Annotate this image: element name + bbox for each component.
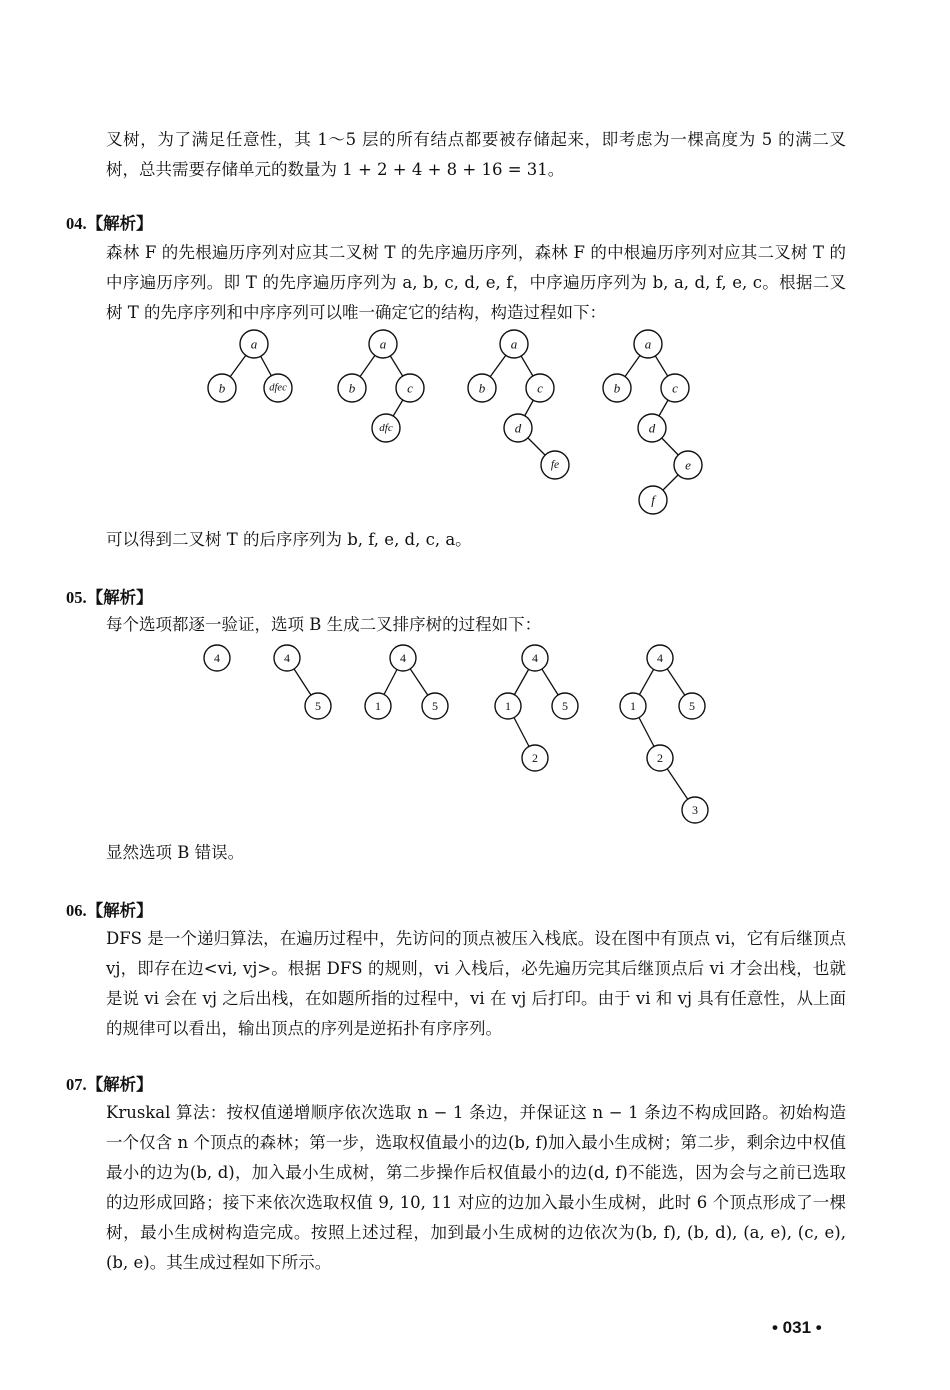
node-label: a [250,336,258,352]
node-label: 5 [562,699,568,713]
node-label: dfc [379,422,393,434]
node-label: 3 [692,803,698,817]
node-label: c [672,380,678,396]
q05-number: 05. [66,588,87,607]
node-label: dfec [269,382,287,394]
q06-number: 06. [66,901,87,920]
q04-paragraph: 森林 F 的先根遍历序列对应其二叉树 T 的先序遍历序列，森林 F 的中根遍历序列对应其二叉树 T 的中序遍历序列。即 T 的先序遍历序列为 a, b, c, d, e, f，中序遍历序列为 b, a, d, f, e, c。根据二叉树 T 的先序序列和中序序列可以唯一确定它的结构，构造过程如下： [106,243,846,322]
node-label: 5 [689,699,695,713]
node-label: 2 [657,751,663,765]
q07-number: 07. [66,1075,87,1094]
node-label: 4 [532,651,538,665]
q07-heading [66,1073,153,1097]
node-label: d [514,420,522,436]
page-number: • 031 • [772,1318,822,1337]
q05-label: 【解析】 [86,588,153,607]
node-label: 1 [630,699,636,713]
q05-paragraph: 每个选项都逐一验证，选项 B 生成二叉排序树的过程如下： [106,615,542,634]
node-label: a [644,336,652,352]
q05-bst-step-3 [365,645,448,719]
intro-paragraph: 叉树，为了满足任意性，其 1～5 层的所有结点都要被存储起来，即考虑为一棵高度为 5 的满二叉树，总共需要存储单元的数量为 1 + 2 + 4 + 8 + 16 = 31。 [106,130,846,179]
q07-paragraph: Kruskal 算法：按权值递增顺序依次选取 n − 1 条边，并保证这 n − 1 条边不构成回路。初始构造一个仅含 n 个顶点的森林；第一步，选取权值最小的边(b, f)加入最小生成树；第二步，剩余边中权值最小的边为(b, d)，加入最小生成树，第二步操作后权值最小的边(d, f)不能选，因为会与之前已选取的边形成回路；接下来依次选取权值 9, 10, 11 对应的边加入最小生成树，此时 6 个顶点形成了一棵树，最小生成树构造完成。按照上述过程，加到最小生成树的边依次为(b, f), (b, d), (a, e), (c, e), (b, e)。其生成过程如下所示。 [106,1103,846,1272]
node-label: c [407,380,413,396]
q05-bst-step-5 [620,645,708,823]
node-label: d [648,420,656,436]
node-label: a [510,336,518,352]
q05-conclusion: 显然选项 B 错误。 [106,843,245,862]
node-label: a [379,336,387,352]
node-label: 5 [432,699,438,713]
node-label: 5 [315,699,321,713]
node-label: fe [550,459,560,471]
node-label: 4 [657,651,663,665]
q05-bst-step-4 [495,645,578,771]
q06-heading [66,899,153,923]
node-label: b [613,380,621,396]
node-label: 2 [532,751,538,765]
node-label: 4 [400,651,406,665]
node-label: e [685,457,691,473]
q05-bst-step-2 [274,645,331,719]
q06-paragraph: DFS 是一个递归算法，在遍历过程中，先访问的顶点被压入栈底。设在图中有顶点 vi，它有后继顶点 vj，即存在边<vi, vj>。根据 DFS 的规则，vi 入栈后，必先遍历完其后继顶点后 vi 才会出栈，也就是说 vi 会在 vj 之后出栈，在如题所指的过程中，vi 在 vj 后打印。由于 vi 和 vj 具有任意性，从上面的规律可以看出，输出顶点的序列是逆拓扑有序序列。 [106,929,846,1038]
node-label: b [218,380,226,396]
q05-bst-step-1 [204,645,230,671]
node-label: 4 [284,651,290,665]
q04-label: 【解析】 [86,214,153,233]
node-label: f [651,492,655,508]
q04-conclusion: 可以得到二叉树 T 的后序序列为 b, f, e, d, c, a。 [106,530,472,549]
node-label: c [537,380,543,396]
node-label: 4 [214,651,220,665]
q07-label: 【解析】 [86,1075,153,1094]
node-label: 1 [375,699,381,713]
node-label: b [478,380,486,396]
node-label: 1 [505,699,511,713]
node-label: b [348,380,356,396]
q04-number: 04. [66,214,87,233]
q06-label: 【解析】 [86,901,153,920]
